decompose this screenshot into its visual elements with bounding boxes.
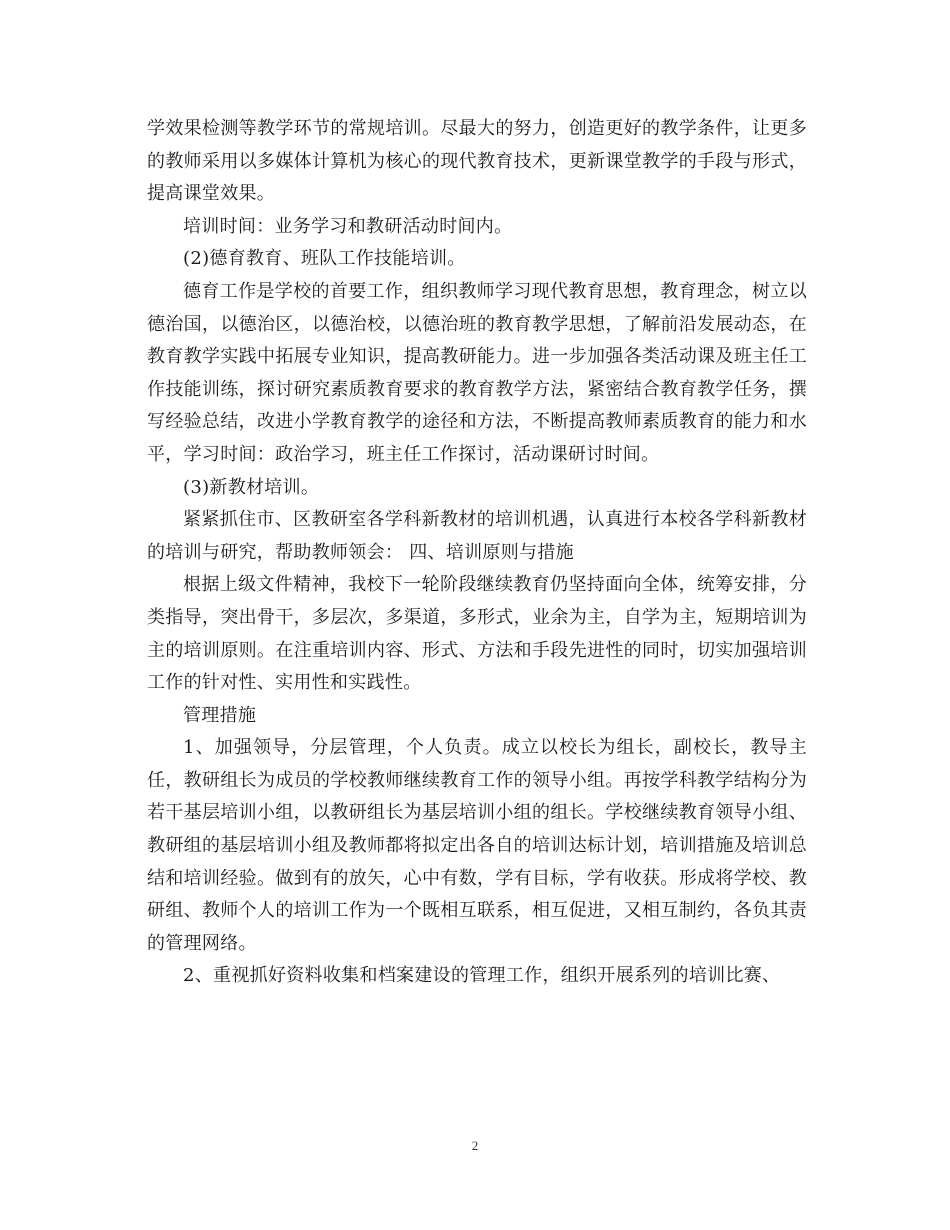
paragraph-1: 学效果检测等教学环节的常规培训。尽最大的努力，创造更好的教学条件，让更多的教师采用以多媒体计算机为核心的现代教育技术，更新课堂教学的手段与形式，提高课堂效果。: [147, 118, 807, 205]
document-body: [147, 113, 807, 993]
paragraph-4: 德育工作是学校的首要工作，组织教师学习现代教育思想，教育理念，树立以德治国，以德治区，以德治校，以德治班的教育教学思想，了解前沿发展动态，在教育教学实践中拓展专业知识，提高教研能力。进一步加强各类活动课及班主任工作技能训练，探讨研究素质教育要求的教育教学方法，紧密结合教育教学任务，撰写经验总结，改进小学教育教学的途径和方法，不断提高教师素质教育的能力和水平，学习时间：政治学习，班主任工作探讨，活动课研讨时间。: [147, 280, 807, 465]
paragraph-2: 培训时间：业务学习和教研活动时间内。: [183, 215, 513, 237]
paragraph-6: 紧紧抓住市、区教研室各学科新教材的培训机遇，认真进行本校各学科新教材的培训与研究，帮助教师领会： 四、培训原则与措施: [147, 509, 807, 563]
paragraph-3: (2)德育教育、班队工作技能培训。: [183, 248, 466, 270]
paragraph-5: (3)新教材培训。: [183, 476, 320, 498]
paragraph-10: 2、重视抓好资料收集和档案建设的管理工作，组织开展系列的培训比赛、: [183, 965, 781, 987]
paragraph-8: 管理措施: [183, 704, 257, 726]
page-number: 2: [471, 1138, 479, 1153]
paragraph-9: 1、加强领导，分层管理，个人负责。成立以校长为组长，副校长，教导主任，教研组长为成员的学校教师继续教育工作的领导小组。再按学科教学结构分为若干基层培训小组，以教研组长为基层培训小组的组长。学校继续教育领导小组、教研组的基层培训小组及教师都将拟定出各自的培训达标计划，培训措施及培训总结和培训经验。做到有的放矢，心中有数，学有目标，学有收获。形成将学校、教研组、教师个人的培训工作为一个既相互联系，相互促进，又相互制约，各负其责的管理网络。: [147, 737, 807, 954]
paragraph-7: 根据上级文件精神，我校下一轮阶段继续教育仍坚持面向全体，统筹安排，分类指导，突出骨干，多层次，多渠道，多形式，业余为主，自学为主，短期培训为主的培训原则。在注重培训内容、形式、方法和手段先进性的同时，切实加强培训工作的针对性、实用性和实践性。: [147, 574, 807, 694]
